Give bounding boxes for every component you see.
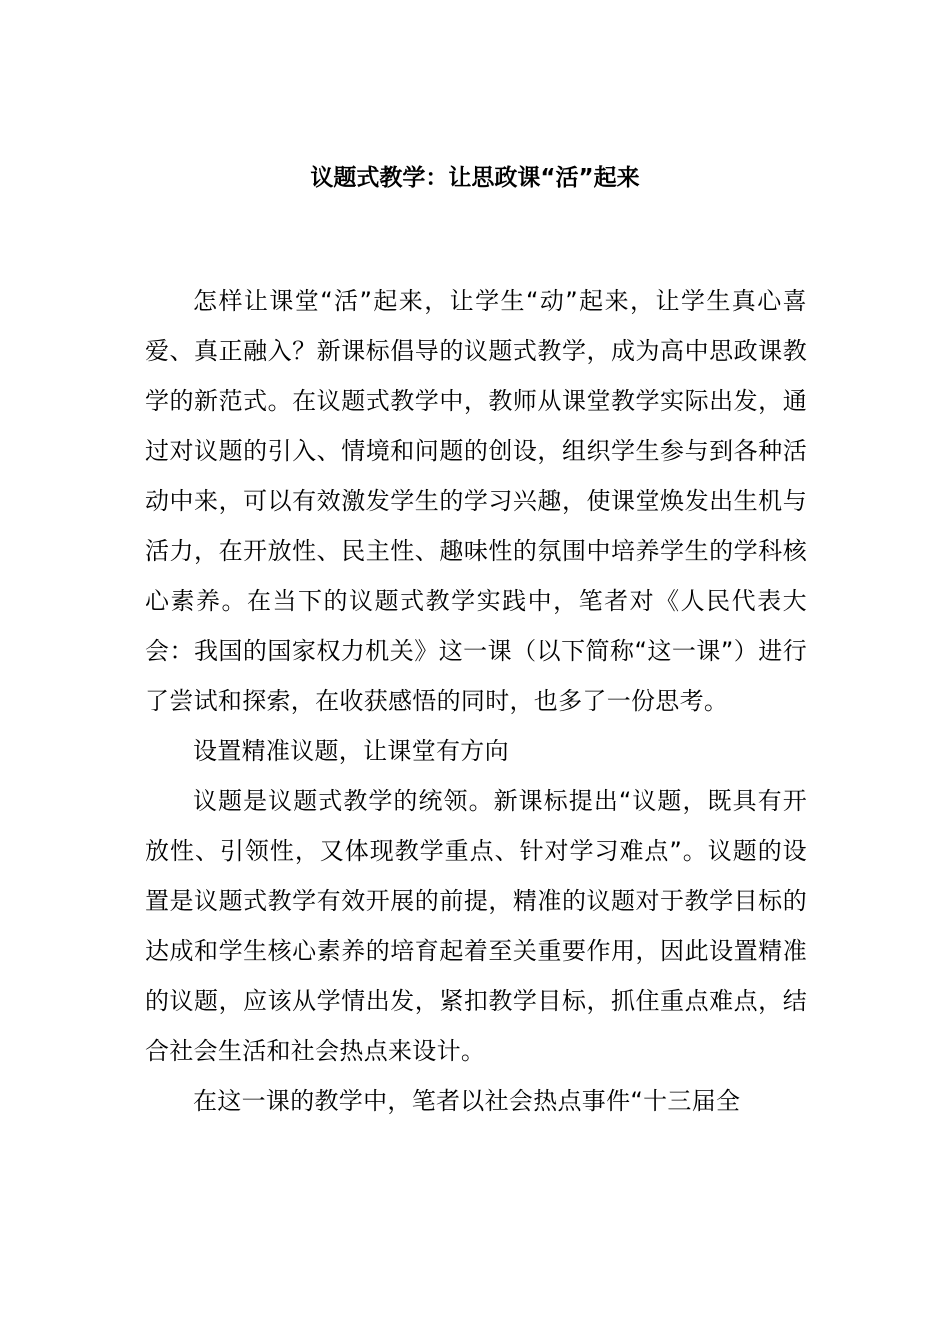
document-title: 议题式教学：让思政课“活”起来 [310,165,640,191]
paragraph-lesson-example: 在这一课的教学中，笔者以社会热点事件“十三届全 [193,1087,741,1115]
section-heading: 设置精准议题，让课堂有方向 [193,737,509,765]
paragraph-issue-definition: 议题是议题式教学的统领。新课标提出“议题，既具有开放性、引领性，又体现教学重点、针对学习难点”。议题的设置是议题式教学有效开展的前提，精准的议题对于教学目标的达成和学生核心素养的培育起着至关重要作用，因此设置精准的议题，应该从学情出发，紧扣教学目标，抓住重点难点，结合社会生活和社会热点来设计。 [145,787,807,1065]
paragraph-intro: 怎样让课堂“活”起来，让学生“动”起来，让学生真心喜爱、真正融入？新课标倡导的议题式教学，成为高中思政课教学的新范式。在议题式教学中，教师从课堂教学实际出发，通过对议题的引入、情境和问题的创设，组织学生参与到各种活动中来，可以有效激发学生的学习兴趣，使课堂焕发出生机与活力，在开放性、民主性、趣味性的氛围中培养学生的学科核心素养。在当下的议题式教学实践中，笔者对《人民代表大会：我国的国家权力机关》这一课（以下简称“这一课”）进行了尝试和探索，在收获感悟的同时，也多了一份思考。 [145,287,807,715]
document-body [145,276,807,1126]
